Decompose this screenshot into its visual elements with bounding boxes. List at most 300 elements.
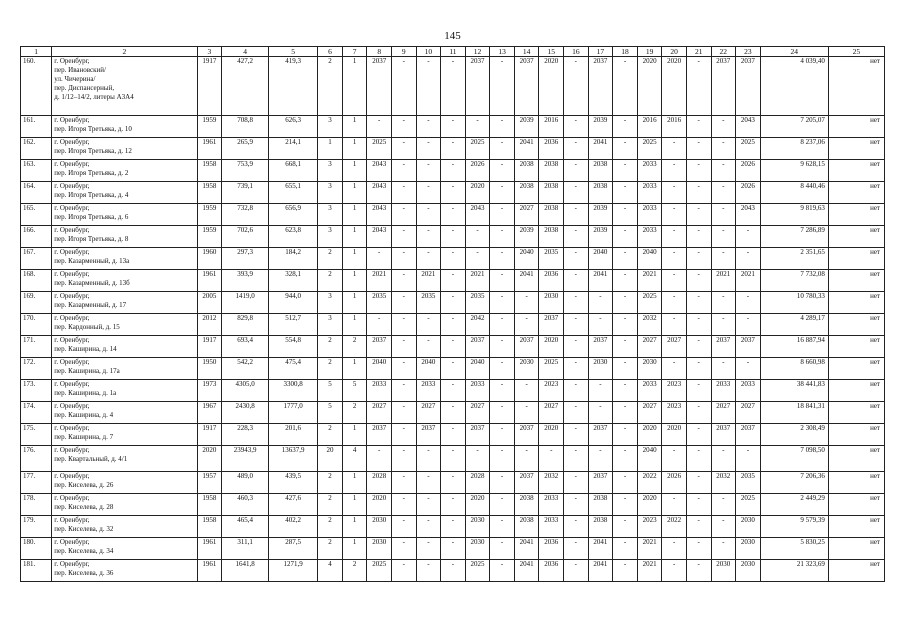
value-cell: 1 <box>342 182 367 204</box>
flag-cell: нет <box>828 182 884 204</box>
table-row <box>21 516 885 538</box>
column-number-9: 9 <box>392 47 417 57</box>
value-cell: - <box>441 138 466 160</box>
value-cell: 2033 <box>711 380 736 402</box>
column-number-17: 17 <box>588 47 613 57</box>
row-number-cell: 176. <box>21 446 52 472</box>
value-cell: - <box>613 380 638 402</box>
value-cell: 2033 <box>465 380 490 402</box>
value-cell: - <box>514 446 539 472</box>
value-cell: 2027 <box>711 402 736 424</box>
value-cell: 1 <box>342 314 367 336</box>
value-cell: - <box>441 358 466 380</box>
value-cell: 2033 <box>736 380 761 402</box>
value-cell: - <box>662 270 687 292</box>
table-row <box>21 358 885 380</box>
value-cell: - <box>662 446 687 472</box>
value-cell: - <box>711 138 736 160</box>
value-cell: 2039 <box>588 204 613 226</box>
value-cell: - <box>686 138 711 160</box>
value-cell: - <box>711 116 736 138</box>
value-cell: - <box>392 270 417 292</box>
row-number-cell: 180. <box>21 538 52 560</box>
value-cell: 2036 <box>539 538 564 560</box>
value-cell: 1419,0 <box>222 292 269 314</box>
value-cell: 2035 <box>367 292 392 314</box>
value-cell: - <box>564 516 589 538</box>
value-cell: 1958 <box>197 160 222 182</box>
flag-cell: нет <box>828 57 884 116</box>
value-cell: 214,1 <box>269 138 318 160</box>
value-cell: - <box>686 270 711 292</box>
cost-cell: 9 579,39 <box>760 516 828 538</box>
value-cell: 419,3 <box>269 57 318 116</box>
value-cell: 2030 <box>539 292 564 314</box>
value-cell: - <box>367 314 392 336</box>
value-cell: - <box>662 204 687 226</box>
table-row <box>21 116 885 138</box>
value-cell: - <box>613 182 638 204</box>
value-cell: - <box>613 358 638 380</box>
value-cell: 402,2 <box>269 516 318 538</box>
value-cell: 1 <box>342 248 367 270</box>
value-cell: 2037 <box>588 472 613 494</box>
value-cell: 2020 <box>637 424 662 446</box>
cost-cell: 7 098,50 <box>760 446 828 472</box>
column-number-2: 2 <box>52 47 197 57</box>
value-cell: 2025 <box>465 560 490 582</box>
value-cell: - <box>490 424 515 446</box>
value-cell: - <box>564 314 589 336</box>
value-cell: - <box>711 516 736 538</box>
table-row <box>21 494 885 516</box>
cost-cell: 10 780,33 <box>760 292 828 314</box>
value-cell: 465,4 <box>222 516 269 538</box>
value-cell: 2037 <box>736 336 761 358</box>
value-cell: - <box>613 226 638 248</box>
value-cell: 1 <box>342 292 367 314</box>
value-cell: 1959 <box>197 204 222 226</box>
value-cell: 2027 <box>637 402 662 424</box>
value-cell: 1 <box>342 424 367 446</box>
address-cell: г. Оренбург, пер. Киселева, д. 28 <box>52 494 197 516</box>
value-cell: - <box>711 248 736 270</box>
value-cell: - <box>441 336 466 358</box>
column-number-row <box>21 47 885 57</box>
value-cell: - <box>490 226 515 248</box>
value-cell: - <box>490 380 515 402</box>
value-cell: 2025 <box>637 292 662 314</box>
value-cell: - <box>514 380 539 402</box>
flag-cell: нет <box>828 248 884 270</box>
value-cell: 2039 <box>588 226 613 248</box>
value-cell: - <box>564 182 589 204</box>
value-cell: - <box>490 116 515 138</box>
value-cell: 2025 <box>539 358 564 380</box>
address-cell: г. Оренбург, пер. Игоря Третьяка, д. 6 <box>52 204 197 226</box>
value-cell: 4305,0 <box>222 380 269 402</box>
value-cell: 2033 <box>367 380 392 402</box>
value-cell: - <box>465 116 490 138</box>
flag-cell: нет <box>828 336 884 358</box>
value-cell: 3 <box>318 292 343 314</box>
value-cell: - <box>613 494 638 516</box>
value-cell: 2043 <box>367 204 392 226</box>
value-cell: 2023 <box>662 402 687 424</box>
value-cell: 2 <box>318 516 343 538</box>
value-cell: 655,1 <box>269 182 318 204</box>
value-cell: 2021 <box>637 560 662 582</box>
value-cell: - <box>490 336 515 358</box>
value-cell: 1950 <box>197 358 222 380</box>
table-row <box>21 380 885 402</box>
value-cell: 2041 <box>514 138 539 160</box>
address-cell: г. Оренбург, пер. Казарменный, д. 17 <box>52 292 197 314</box>
cost-cell: 5 830,25 <box>760 538 828 560</box>
value-cell: - <box>514 402 539 424</box>
value-cell: 2025 <box>367 560 392 582</box>
value-cell: 2038 <box>514 494 539 516</box>
column-number-4: 4 <box>222 47 269 57</box>
value-cell: - <box>686 472 711 494</box>
value-cell: - <box>367 446 392 472</box>
row-number-cell: 178. <box>21 494 52 516</box>
value-cell: - <box>613 336 638 358</box>
value-cell: - <box>416 314 441 336</box>
value-cell: 2 <box>318 472 343 494</box>
value-cell: 427,2 <box>222 57 269 116</box>
cost-cell: 21 323,69 <box>760 560 828 582</box>
value-cell: 2041 <box>588 538 613 560</box>
value-cell: - <box>392 494 417 516</box>
value-cell: 1 <box>342 472 367 494</box>
value-cell: 2043 <box>736 116 761 138</box>
flag-cell: нет <box>828 358 884 380</box>
value-cell: 1 <box>342 204 367 226</box>
value-cell: - <box>564 160 589 182</box>
value-cell: 2037 <box>367 57 392 116</box>
value-cell: 1917 <box>197 336 222 358</box>
value-cell: 2025 <box>637 138 662 160</box>
value-cell: - <box>392 57 417 116</box>
table-row <box>21 248 885 270</box>
value-cell: 1958 <box>197 494 222 516</box>
value-cell: 2020 <box>465 494 490 516</box>
value-cell: 460,3 <box>222 494 269 516</box>
value-cell: 2028 <box>465 472 490 494</box>
flag-cell: нет <box>828 380 884 402</box>
value-cell: 2037 <box>465 57 490 116</box>
table-row <box>21 204 885 226</box>
flag-cell: нет <box>828 446 884 472</box>
column-number-1: 1 <box>21 47 52 57</box>
value-cell: 2025 <box>736 494 761 516</box>
value-cell: - <box>613 472 638 494</box>
cost-cell: 2 351,65 <box>760 248 828 270</box>
value-cell: 2020 <box>662 57 687 116</box>
row-number-cell: 175. <box>21 424 52 446</box>
value-cell: - <box>416 472 441 494</box>
value-cell: - <box>613 270 638 292</box>
value-cell: 2039 <box>588 116 613 138</box>
value-cell: - <box>392 358 417 380</box>
value-cell: 2 <box>342 336 367 358</box>
value-cell: 2 <box>318 270 343 292</box>
value-cell: - <box>711 314 736 336</box>
value-cell: - <box>490 292 515 314</box>
value-cell: 2 <box>318 336 343 358</box>
value-cell: - <box>613 57 638 116</box>
table-row <box>21 538 885 560</box>
value-cell: 693,4 <box>222 336 269 358</box>
value-cell: 2025 <box>736 138 761 160</box>
value-cell: - <box>392 402 417 424</box>
value-cell: - <box>613 248 638 270</box>
value-cell: - <box>662 248 687 270</box>
cost-cell: 8 660,98 <box>760 358 828 380</box>
value-cell: - <box>392 138 417 160</box>
row-number-cell: 161. <box>21 116 52 138</box>
address-cell: г. Оренбург, пер. Каширина, д. 17а <box>52 358 197 380</box>
table-row <box>21 424 885 446</box>
value-cell: 2030 <box>367 538 392 560</box>
value-cell: 1 <box>342 138 367 160</box>
value-cell: - <box>564 472 589 494</box>
value-cell: - <box>441 226 466 248</box>
cost-cell: 18 841,31 <box>760 402 828 424</box>
value-cell: 23943,9 <box>222 446 269 472</box>
value-cell: - <box>490 494 515 516</box>
value-cell: - <box>490 160 515 182</box>
value-cell: 1973 <box>197 380 222 402</box>
value-cell: - <box>564 270 589 292</box>
value-cell: - <box>416 182 441 204</box>
value-cell: 311,1 <box>222 538 269 560</box>
value-cell: - <box>613 538 638 560</box>
value-cell: 2041 <box>588 560 613 582</box>
value-cell: - <box>416 57 441 116</box>
value-cell: 2026 <box>662 472 687 494</box>
value-cell: 1 <box>342 358 367 380</box>
value-cell: 2 <box>318 538 343 560</box>
value-cell: - <box>662 160 687 182</box>
value-cell: 2021 <box>367 270 392 292</box>
value-cell: - <box>441 314 466 336</box>
value-cell: - <box>588 446 613 472</box>
value-cell: - <box>736 314 761 336</box>
cost-cell: 8 440,46 <box>760 182 828 204</box>
address-cell: г. Оренбург, пер. Киселева, д. 36 <box>52 560 197 582</box>
row-number-cell: 177. <box>21 472 52 494</box>
value-cell: - <box>490 270 515 292</box>
value-cell: 1961 <box>197 138 222 160</box>
value-cell: - <box>564 248 589 270</box>
value-cell: - <box>392 116 417 138</box>
value-cell: - <box>711 292 736 314</box>
value-cell: 2033 <box>637 380 662 402</box>
value-cell: - <box>564 424 589 446</box>
value-cell: 829,8 <box>222 314 269 336</box>
value-cell: 2038 <box>539 182 564 204</box>
value-cell: 489,0 <box>222 472 269 494</box>
value-cell: 2038 <box>514 160 539 182</box>
value-cell: 2038 <box>514 516 539 538</box>
value-cell: 184,2 <box>269 248 318 270</box>
value-cell: - <box>736 248 761 270</box>
row-number-cell: 166. <box>21 226 52 248</box>
value-cell: 2028 <box>367 472 392 494</box>
value-cell: - <box>686 560 711 582</box>
value-cell: - <box>416 160 441 182</box>
value-cell: - <box>613 560 638 582</box>
row-number-cell: 160. <box>21 57 52 116</box>
value-cell: - <box>490 138 515 160</box>
row-number-cell: 169. <box>21 292 52 314</box>
value-cell: - <box>686 516 711 538</box>
value-cell: - <box>441 494 466 516</box>
flag-cell: нет <box>828 516 884 538</box>
value-cell: 2020 <box>197 446 222 472</box>
value-cell: - <box>392 516 417 538</box>
value-cell: - <box>736 292 761 314</box>
value-cell: - <box>392 182 417 204</box>
value-cell: - <box>662 226 687 248</box>
value-cell: 1959 <box>197 116 222 138</box>
flag-cell: нет <box>828 138 884 160</box>
value-cell: - <box>711 204 736 226</box>
address-cell: г. Оренбург, пер. Каширина, д. 7 <box>52 424 197 446</box>
cost-cell: 2 308,49 <box>760 424 828 446</box>
value-cell: 2037 <box>514 57 539 116</box>
value-cell: 287,5 <box>269 538 318 560</box>
row-number-cell: 174. <box>21 402 52 424</box>
value-cell: 2035 <box>539 248 564 270</box>
row-number-cell: 167. <box>21 248 52 270</box>
value-cell: - <box>465 446 490 472</box>
value-cell: - <box>392 380 417 402</box>
value-cell: 2027 <box>662 336 687 358</box>
value-cell: - <box>711 358 736 380</box>
value-cell: - <box>686 57 711 116</box>
value-cell: 2037 <box>539 314 564 336</box>
value-cell: 2037 <box>514 424 539 446</box>
address-cell: г. Оренбург, пер. Кардонный, д. 15 <box>52 314 197 336</box>
cost-cell: 7 206,36 <box>760 472 828 494</box>
value-cell: - <box>416 516 441 538</box>
value-cell: 1917 <box>197 424 222 446</box>
value-cell: 2037 <box>588 336 613 358</box>
value-cell: 2038 <box>588 160 613 182</box>
value-cell: 2020 <box>662 424 687 446</box>
value-cell: 2022 <box>637 472 662 494</box>
value-cell: 2023 <box>637 516 662 538</box>
flag-cell: нет <box>828 226 884 248</box>
value-cell: 2033 <box>416 380 441 402</box>
value-cell: 2021 <box>637 270 662 292</box>
cost-cell: 8 237,06 <box>760 138 828 160</box>
value-cell: 201,6 <box>269 424 318 446</box>
value-cell: 1958 <box>197 182 222 204</box>
table-row <box>21 57 885 116</box>
flag-cell: нет <box>828 292 884 314</box>
value-cell: 2021 <box>711 270 736 292</box>
value-cell: 2041 <box>588 270 613 292</box>
value-cell: 2023 <box>539 380 564 402</box>
value-cell: - <box>711 494 736 516</box>
value-cell: 2026 <box>465 160 490 182</box>
flag-cell: нет <box>828 314 884 336</box>
column-number-8: 8 <box>367 47 392 57</box>
address-cell: г. Оренбург, пер. Игоря Третьяка, д. 12 <box>52 138 197 160</box>
value-cell: - <box>490 204 515 226</box>
value-cell: 2016 <box>662 116 687 138</box>
value-cell: 2035 <box>416 292 441 314</box>
value-cell: 2035 <box>736 472 761 494</box>
value-cell: 2041 <box>514 270 539 292</box>
value-cell: 1271,9 <box>269 560 318 582</box>
value-cell: 656,9 <box>269 204 318 226</box>
value-cell: - <box>441 560 466 582</box>
value-cell: 2021 <box>465 270 490 292</box>
value-cell: 2043 <box>367 182 392 204</box>
value-cell: 2037 <box>514 336 539 358</box>
cost-cell: 2 449,29 <box>760 494 828 516</box>
value-cell: 2037 <box>367 424 392 446</box>
table-row <box>21 446 885 472</box>
value-cell: 2037 <box>514 472 539 494</box>
value-cell: - <box>564 226 589 248</box>
value-cell: 2039 <box>514 226 539 248</box>
column-number-6: 6 <box>318 47 343 57</box>
address-cell: г. Оренбург, пер. Игоря Третьяка, д. 2 <box>52 160 197 182</box>
value-cell: 2043 <box>736 204 761 226</box>
value-cell: 732,8 <box>222 204 269 226</box>
address-cell: г. Оренбург, пер. Казарменный, д. 13а <box>52 248 197 270</box>
value-cell: - <box>564 57 589 116</box>
address-cell: г. Оренбург, пер. Киселева, д. 26 <box>52 472 197 494</box>
value-cell: 2022 <box>662 516 687 538</box>
value-cell: 2037 <box>367 336 392 358</box>
value-cell: 739,1 <box>222 182 269 204</box>
column-number-16: 16 <box>564 47 589 57</box>
table-row <box>21 560 885 582</box>
value-cell: - <box>441 248 466 270</box>
value-cell: - <box>490 314 515 336</box>
value-cell: - <box>490 516 515 538</box>
value-cell: 1 <box>342 116 367 138</box>
value-cell: 2030 <box>465 538 490 560</box>
value-cell: - <box>613 424 638 446</box>
value-cell: 2036 <box>539 270 564 292</box>
value-cell: 2040 <box>465 358 490 380</box>
row-number-cell: 172. <box>21 358 52 380</box>
value-cell: - <box>564 336 589 358</box>
value-cell: 2041 <box>588 138 613 160</box>
value-cell: - <box>392 160 417 182</box>
value-cell: - <box>367 116 392 138</box>
value-cell: 2 <box>342 560 367 582</box>
column-number-5: 5 <box>269 47 318 57</box>
column-number-24: 24 <box>760 47 828 57</box>
column-number-13: 13 <box>490 47 515 57</box>
value-cell: 2037 <box>711 336 736 358</box>
row-number-cell: 168. <box>21 270 52 292</box>
value-cell: - <box>613 446 638 472</box>
value-cell: - <box>662 182 687 204</box>
value-cell: - <box>564 446 589 472</box>
value-cell: 2005 <box>197 292 222 314</box>
value-cell: 623,8 <box>269 226 318 248</box>
